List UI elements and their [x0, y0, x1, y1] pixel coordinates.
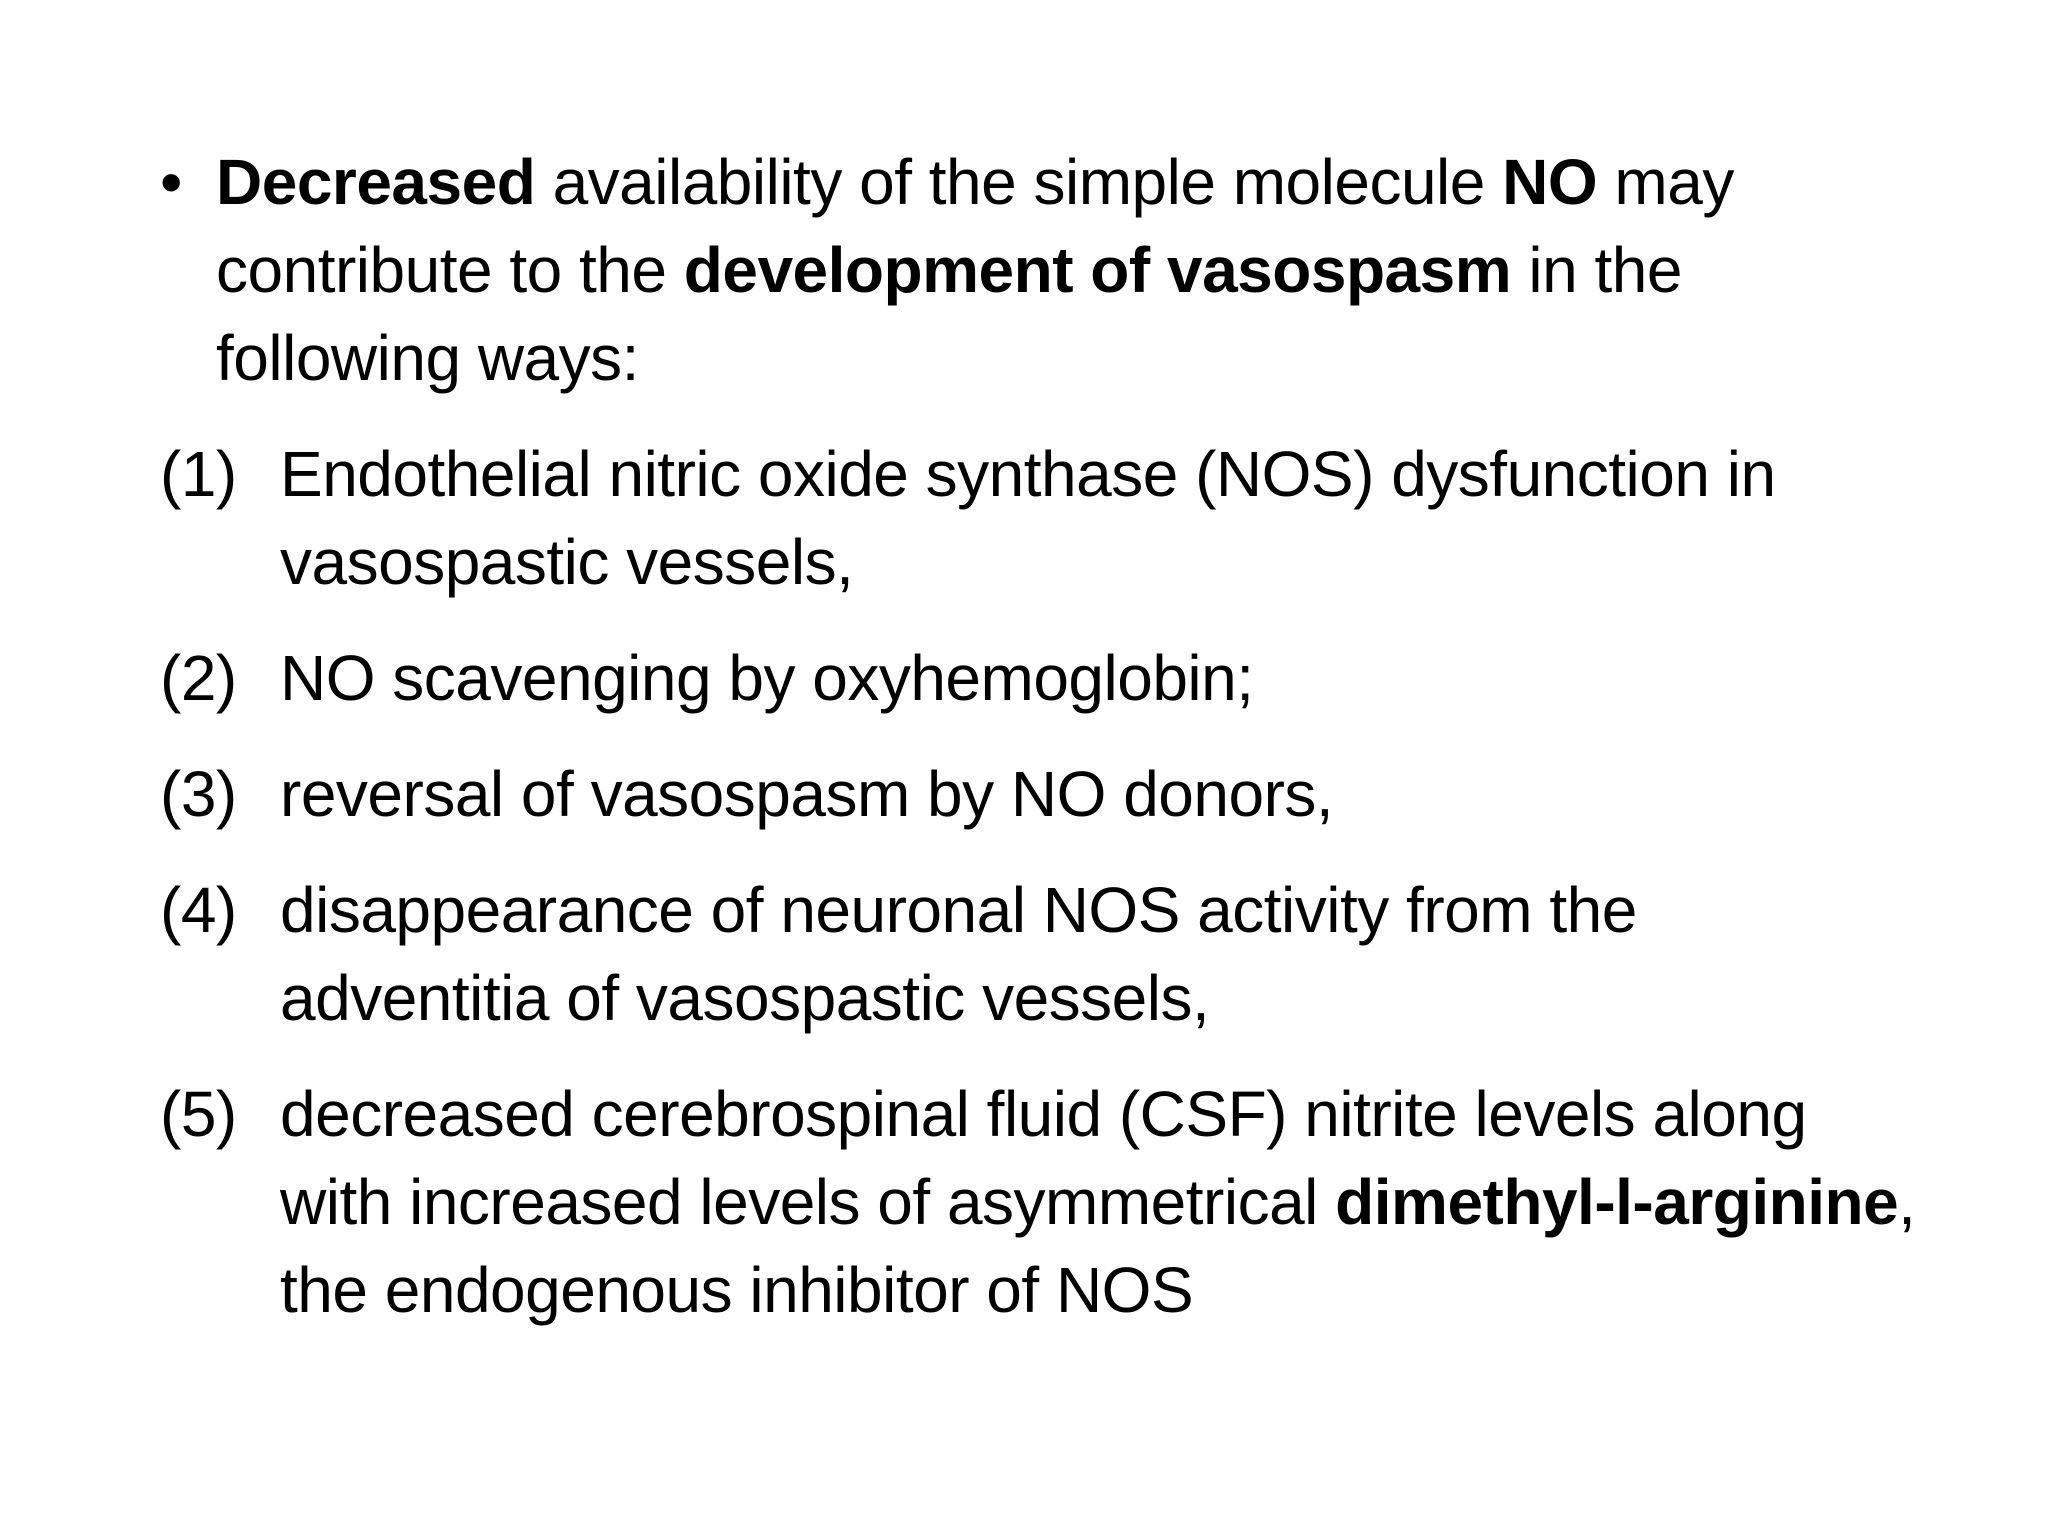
intro-text-part: Decreased — [216, 146, 536, 218]
intro-text — [216, 146, 1734, 394]
intro-bullet-paragraph — [160, 138, 1920, 402]
slide-body — [160, 138, 1920, 1362]
list-item-text: Endothelial nitric oxide synthase (NOS) dysfunction in vasospastic vessels, — [280, 438, 1776, 598]
list-item-number: (5) — [160, 1078, 237, 1150]
list-item-number: (3) — [160, 758, 237, 830]
list-item — [160, 866, 1920, 1042]
list-item-text-part: decreased cerebrospinal fluid (CSF) nitrite levels along with increased levels of asymmetrical — [280, 1078, 1807, 1238]
list-item-text-part: dimethyl-l-arginine — [1335, 1166, 1899, 1238]
list-item-text-part: , the endogenous inhibitor of NOS — [280, 1166, 1916, 1326]
list-item-text: reversal of vasospasm by NO donors, — [280, 758, 1334, 830]
intro-text-part: NO — [1502, 146, 1598, 218]
list-item-text — [280, 1078, 1915, 1326]
list-item — [160, 1070, 1920, 1334]
list-item-number: (2) — [160, 642, 237, 714]
list-item-number: (4) — [160, 874, 237, 946]
list-item — [160, 750, 1920, 838]
bullet-dot-icon: • — [160, 146, 182, 218]
intro-text-part: availability of the simple molecule — [535, 146, 1503, 218]
list-item-text: disappearance of neuronal NOS activity from the adventitia of vasospastic vessels, — [280, 874, 1637, 1034]
list-item — [160, 430, 1920, 606]
list-item — [160, 634, 1920, 722]
intro-text-part: development of vasospasm — [683, 234, 1512, 306]
list-item-number: (1) — [160, 438, 237, 510]
intro-text-part: in the following ways: — [216, 234, 1682, 394]
intro-text-part: may contribute to the — [216, 146, 1734, 306]
list-item-text: NO scavenging by oxyhemoglobin; — [280, 642, 1254, 714]
